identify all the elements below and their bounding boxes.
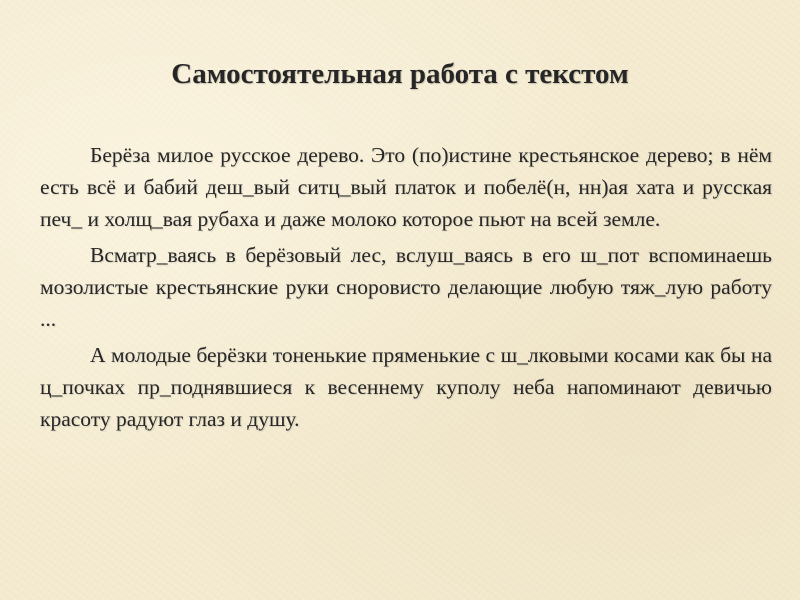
- paragraph-2: Всматр_ваясь в берёзовый лес, вслуш_ваясь в его ш_пот вспоминаешь мозолистые крестьянские руки сноровисто делающие любую тяж_лую работу ...: [40, 243, 772, 331]
- slide-title: Самостоятельная работа с текстом: [171, 58, 629, 90]
- paragraph-1: Берёза милое русское дерево. Это (по)истине крестьянское дерево; в нём есть всё и бабий деш_вый ситц_вый платок и побелё(н, нн)ая хата и русская печ_ и холщ_вая рубаха и даже молоко которое пьют на всей земле.: [40, 143, 772, 231]
- slide-body: [40, 139, 772, 435]
- paragraph-3: А молодые берёзки тоненькие пряменькие с ш_лковыми косами как бы на ц_почках пр_поднявшиеся к весеннему куполу неба напоминают девичью красоту радуют глаз и душу.: [40, 343, 772, 431]
